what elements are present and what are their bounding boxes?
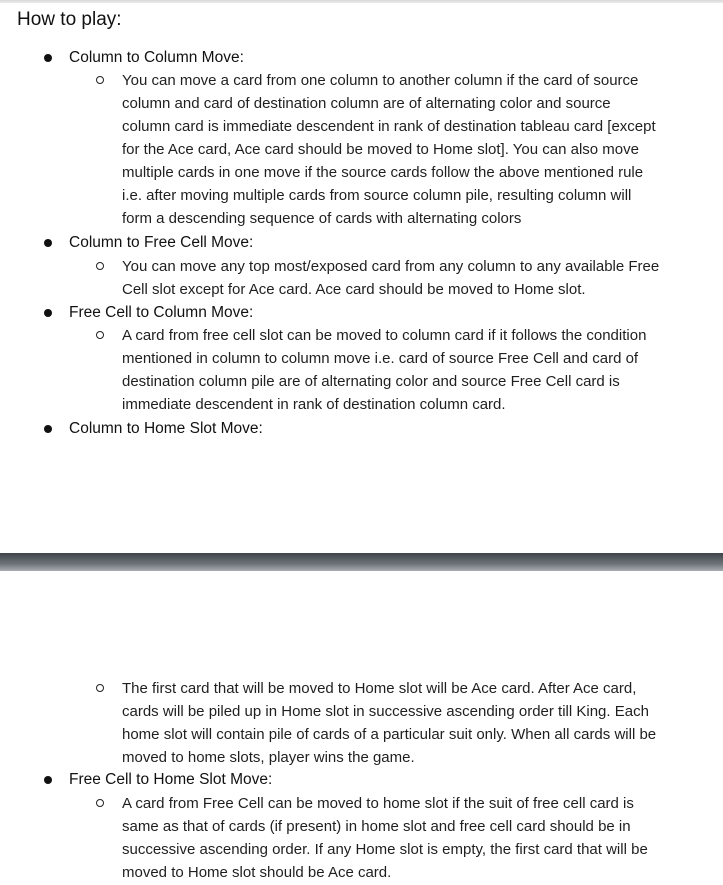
sub-point-text: [122, 677, 700, 769]
hollow-bullet-icon: [96, 331, 104, 339]
bullet-icon: [44, 239, 52, 247]
text-line: A card from Free Cell can be moved to home slot if the suit of free cell card is: [122, 795, 634, 812]
text-line: multiple cards in one move if the source cards follow the above mentioned rule: [122, 164, 644, 181]
text-line: column and card of destination column are of alternating color and source: [122, 95, 611, 112]
bullet-icon: [44, 54, 52, 62]
section-title: Column to Column Move:: [69, 49, 244, 66]
page-heading: How to play:: [17, 9, 122, 30]
text-line: i.e. after moving multiple cards from source column pile, resulting column will: [122, 187, 632, 204]
text-line: form a descending sequence of cards with alternating colors: [122, 210, 522, 227]
section-column-to-column: [0, 47, 723, 69]
text-line: home slot will contain pile of cards of a particular suit only. When all cards will be: [122, 726, 657, 743]
bullet-icon: [44, 425, 52, 433]
text-line: immediate descendent in rank of destination column card.: [122, 396, 506, 413]
section-column-to-home-slot: [0, 418, 723, 440]
section-column-to-free-cell: [0, 232, 723, 254]
bullet-icon: [44, 776, 52, 784]
section-free-cell-to-home-slot: [0, 769, 723, 791]
sub-point-text: [122, 69, 700, 230]
text-line: The first card that will be moved to Home slot will be Ace card. After Ace card,: [122, 680, 637, 697]
section-title: Column to Free Cell Move:: [69, 234, 254, 251]
text-line: same as that of cards (if present) in home slot and free cell card should be in: [122, 818, 631, 835]
text-line: column card is immediate descendent in rank of destination tableau card [except: [122, 118, 656, 135]
bullet-icon: [44, 309, 52, 317]
text-line: Cell slot except for Ace card. Ace card should be moved to Home slot.: [122, 281, 586, 298]
text-line: A card from free cell slot can be moved to column card if it follows the condition: [122, 327, 647, 344]
sub-point-text: [122, 792, 700, 884]
page-break-separator: [0, 553, 723, 571]
text-line: cards will be piled up in Home slot in successive ascending order till King. Each: [122, 703, 649, 720]
section-title: Column to Home Slot Move:: [69, 420, 263, 437]
text-line: destination column pile are of alternating color and source Free Cell card is: [122, 373, 620, 390]
hollow-bullet-icon: [96, 799, 104, 807]
text-line: You can move a card from one column to another column if the card of source: [122, 72, 639, 89]
hollow-bullet-icon: [96, 684, 104, 692]
sub-point-text: [122, 255, 700, 301]
text-line: You can move any top most/exposed card from any column to any available Free: [122, 258, 660, 275]
sub-point-text: [122, 324, 700, 416]
section-title: Free Cell to Column Move:: [69, 304, 254, 321]
text-line: for the Ace card, Ace card should be moved to Home slot]. You can also move: [122, 141, 639, 158]
hollow-bullet-icon: [96, 76, 104, 84]
text-line: moved to Home slot should be Ace card.: [122, 864, 392, 881]
section-free-cell-to-column: [0, 302, 723, 324]
text-line: successive ascending order. If any Home slot is empty, the first card that will be: [122, 841, 648, 858]
text-line: mentioned in column to column move i.e. card of source Free Cell and card of: [122, 350, 639, 367]
section-title: Free Cell to Home Slot Move:: [69, 771, 273, 788]
hollow-bullet-icon: [96, 262, 104, 270]
document-page-2: [0, 571, 723, 885]
text-line: moved to home slots, player wins the game.: [122, 749, 415, 766]
